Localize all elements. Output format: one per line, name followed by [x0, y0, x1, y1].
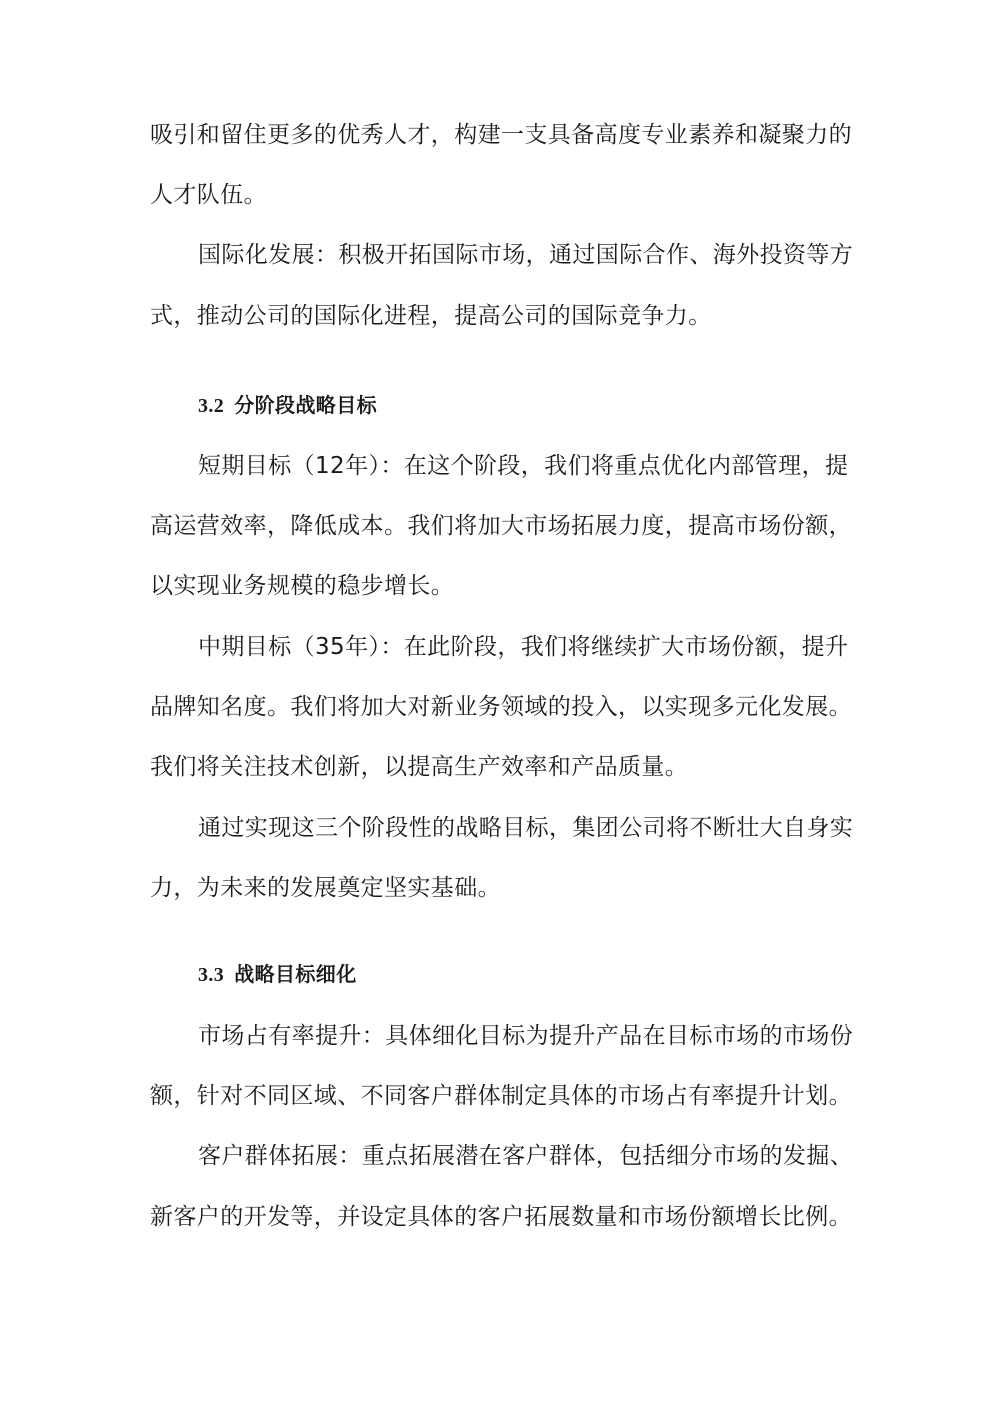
- paragraph-line: 短期目标（12年）：在这个阶段，我们将重点优化内部管理，提: [198, 453, 849, 479]
- section-title: 战略目标细化: [234, 962, 357, 986]
- paragraph-line: 人才队伍。: [150, 182, 267, 208]
- section-heading-3-3: [198, 960, 357, 989]
- paragraph-line: 额，针对不同区域、不同客户群体制定具体的市场占有率提升计划。: [150, 1083, 852, 1109]
- paragraph-line: 力，为未来的发展奠定坚实基础。: [150, 875, 501, 901]
- paragraph-line: 我们将关注技术创新，以提高生产效率和产品质量。: [150, 754, 689, 780]
- paragraph-line: 国际化发展：积极开拓国际市场，通过国际合作、海外投资等方: [198, 242, 854, 268]
- paragraph-line: 高运营效率，降低成本。我们将加大市场拓展力度，提高市场份额，: [150, 513, 852, 539]
- paragraph-line: 市场占有率提升：具体细化目标为提升产品在目标市场的市场份: [198, 1023, 854, 1049]
- section-title: 分阶段战略目标: [234, 393, 378, 417]
- section-number: 3.2: [198, 395, 225, 417]
- paragraph-line: 中期目标（35年）：在此阶段，我们将继续扩大市场份额，提升: [198, 634, 849, 660]
- paragraph-line: 品牌知名度。我们将加大对新业务领域的投入，以实现多元化发展。: [150, 694, 852, 720]
- paragraph-line: 新客户的开发等，并设定具体的客户拓展数量和市场份额增长比例。: [150, 1204, 852, 1230]
- paragraph-line: 客户群体拓展：重点拓展潜在客户群体，包括细分市场的发掘、: [198, 1143, 854, 1169]
- section-heading-3-2: [198, 391, 377, 420]
- section-number: 3.3: [198, 964, 225, 986]
- paragraph-line: 以实现业务规模的稳步增长。: [150, 573, 455, 599]
- paragraph-line: 式，推动公司的国际化进程，提高公司的国际竞争力。: [150, 303, 712, 329]
- paragraph-line: 通过实现这三个阶段性的战略目标，集团公司将不断壮大自身实: [198, 815, 854, 841]
- paragraph-line: 吸引和留住更多的优秀人才，构建一支具备高度专业素养和凝聚力的: [150, 122, 852, 148]
